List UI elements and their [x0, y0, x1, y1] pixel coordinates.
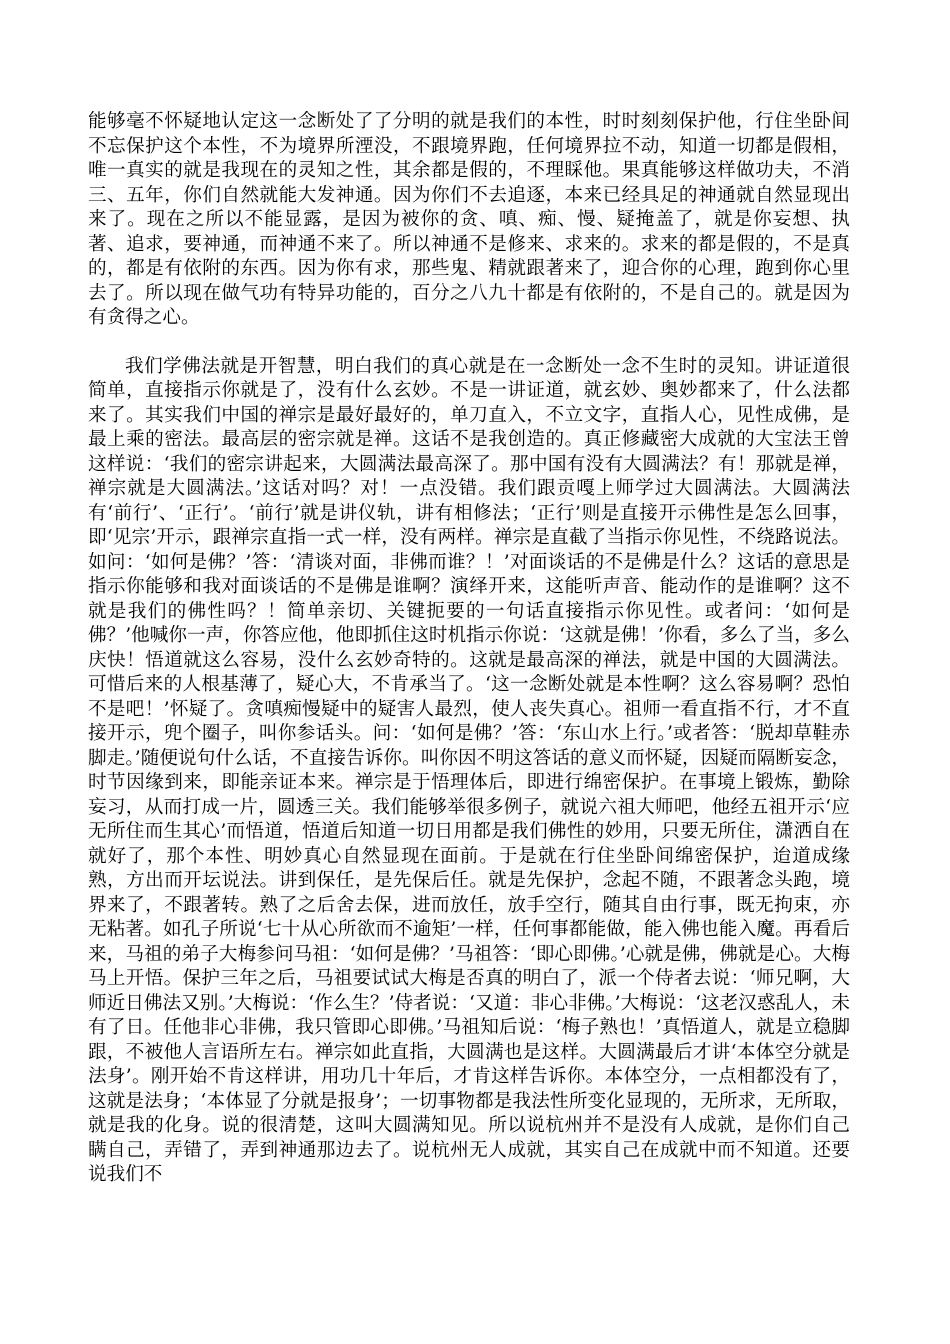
paragraph-main: 我们学佛法就是开智慧，明白我们的真心就是在一念断处一念不生时的灵知。讲证道很简单，直接指示你就是了，没有什么玄妙。不是一讲证道，就玄妙、奥妙都来了，什么法都来了。其实我们中国的禅宗是最好最好的，单刀直入，不立文字，直指人心，见性成佛，是最上乘的密法。最高层的密宗就是禅。这话不是我创造的。真正修藏密大成就的大宝法王曾这样说：‘我们的密宗讲起来，大圆满法最高深了。那中国有没有大圆满法？有！那就是禅，禅宗就是大圆满法。’这话对吗？对！一点没错。我们跟贡嘎上师学过大圆满法。大圆满法有‘前行’、‘正行’。‘前行’就是讲仪轨，讲有相修法；‘正行’则是直接开示佛性是怎么回事，即‘见宗’开示，跟禅宗直指一式一样，没有两样。禅宗是直截了当指示你见性，不绕路说法。如问：‘如何是佛？’答：‘清谈对面，非佛而谁？！’对面谈话的不是佛是什么？这话的意思是指示你能够和我对面谈话的不是佛是谁啊？演绎开来，这能听声音、能动作的是谁啊？这不就是我们的佛性吗？！简单亲切、关键扼要的一句话直接指示你见性。或者问：‘如何是佛？’他喊你一声，你答应他，他即抓住这时机指示你说：‘这就是佛！’你看，多么了当，多么庆快！悟道就这么容易，没什么玄妙奇特的。这就是最高深的禅法，就是中国的大圆满法。可惜后来的人根基薄了，疑心大，不肯承当了。‘这一念断处就是本性啊？这么容易啊？恐怕不是吧！’怀疑了。贪嗔痴慢疑中的疑害人最烈，使人丧失真心。祖师一看直指不行，才不直接开示，兜个圈子，叫你参话头。问：‘如何是佛？’答：‘东山水上行。’或者答：‘脱却草鞋赤脚走。’随便说句什么话，不直接告诉你。叫你因不明这答话的意义而怀疑，因疑而隔断妄念，时节因缘到来，即能亲证本来。禅宗是于悟理体后，即进行绵密保护。在事境上锻炼，勤除妄习，从而打成一片，圆透三关。我们能够举很多例子，就说六祖大师吧，他经五祖开示‘应无所住而生其心’而悟道，悟道后知道一切日用都是我们佛性的妙用，只要无所住，潇洒自在就好了，那个本性、明妙真心自然显现在面前。于是就在行住坐卧间绵密保护，迨道成缘熟，方出而开坛说法。讲到保任，是先保后任。就是先保护，念起不随，不跟著念头跑，境界来了，不跟著转。熟了之后舍去保，进而放任，放手空行，随其自由行事，既无拘束，亦无粘著。如孔子所说‘七十从心所欲而不逾矩’一样，任何事都能做，能入佛也能入魔。再看后来，马祖的弟子大梅参问马祖：‘如何是佛？’马祖答：‘即心即佛。’心就是佛，佛就是心。大梅马上开悟。保护三年之后，马祖要试试大梅是否真的明白了，派一个侍者去说：‘师兄啊，大师近日佛法又别。’大梅说：‘作么生？’侍者说：‘又道：非心非佛。’大梅说：‘这老汉惑乱人，未有了日。任他非心非佛，我只管即心即佛。’马祖知后说：‘梅子熟也！’真悟道人，就是立稳脚跟，不被他人言语所左右。禅宗如此直指，大圆满也是这样。大圆满最后才讲‘本体空分就是法身’。刚开始不肯这样讲，用功几十年后，才肯这样告诉你。本体空分，一点相都没有了，这就是法身；‘本体显了分就是报身’；一切事物都是我法性所变化显现的，无所求，无所取，就是我的化身。说的很清楚，这叫大圆满知见。所以说杭州并不是没有人成就，是你们自己瞒自己，弄错了，弄到神通那边去了。说杭州无人成就，其实自己在成就中而不知道。还要说我们不: [88, 355, 850, 1185]
paragraph-continued: 能够毫不怀疑地认定这一念断处了了分明的就是我们的本性，时时刻刻保护他，行住坐卧间不忘保护这个本性，不为境界所湮没，不跟境界跑，任何境界拉不动，知道一切都是假相，唯一真实的就是我现在的灵知之性，其余都是假的，不理睬他。果真能够这样做功夫，不消三、五年，你们自然就能大发神通。因为你们不去追逐，本来已经具足的神通就自然显现出来了。现在之所以不能显露，是因为被你的贪、嗔、痴、慢、疑掩盖了，就是你妄想、执著、追求，要神通，而神通不来了。所以神通不是修来、求来的。求来的都是假的，不是真的，都是有依附的东西。因为你有求，那些鬼、精就跟著来了，迎合你的心理，跑到你心里去了。所以现在做气功有特异功能的，百分之八九十都是有依附的，不是自己的。就是因为有贪得之心。: [88, 111, 850, 328]
document-page: [88, 110, 850, 1188]
